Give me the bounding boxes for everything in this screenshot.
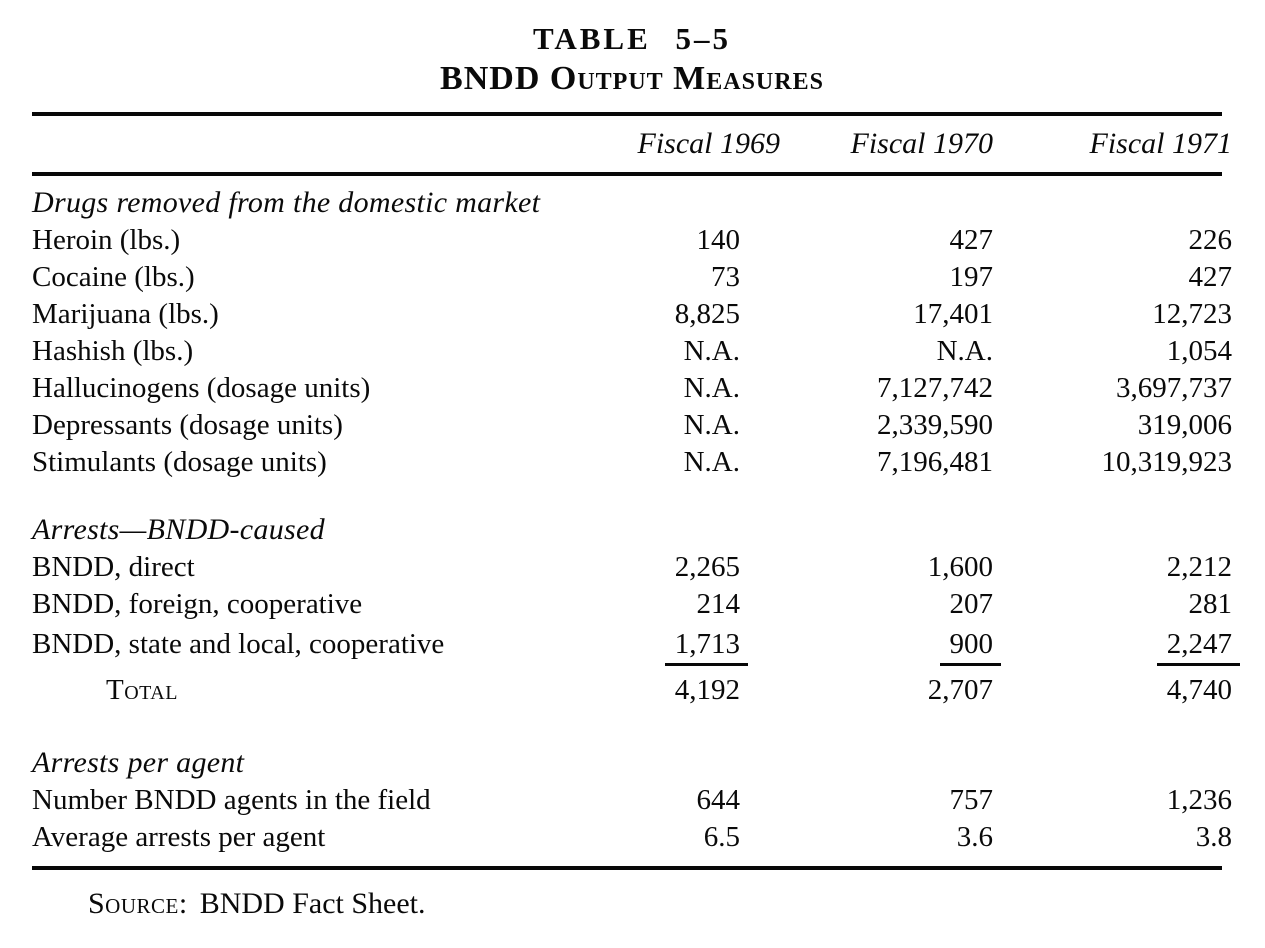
row-label: Stimulants (dosage units) [32,446,327,478]
value-text: N.A. [683,335,740,367]
value-text: 427 [1188,261,1232,293]
row-label: Hashish (lbs.) [32,335,194,367]
cell-value [552,370,740,407]
value-text: 226 [1188,224,1232,256]
column-header-fiscal-1971: Fiscal 1971 [1089,127,1232,160]
cell-value [740,370,993,407]
row-label: Hallucinogens (dosage units) [32,372,371,404]
value-text: 10,319,923 [1101,446,1232,478]
table-section [32,184,1232,481]
section-heading: Drugs removed from the domestic market [32,186,541,219]
row-label: BNDD, direct [32,551,195,583]
column-header-fiscal-1969: Fiscal 1969 [637,127,780,160]
value-text: 900 [940,626,1002,666]
cell-value [552,407,740,444]
cell-value [740,623,993,666]
cell-value [740,296,993,333]
cell-value [740,782,993,819]
value-text: 197 [949,261,993,293]
value-text: 319,006 [1137,409,1232,441]
row-label: BNDD, foreign, cooperative [32,588,363,620]
cell-value [993,444,1232,481]
value-text: 7,196,481 [877,446,993,478]
table-header-row [32,116,1232,172]
cell-value [740,819,993,856]
value-text: 6.5 [703,821,740,853]
cell-value [552,222,740,259]
cell-value [993,549,1232,586]
value-text: 2,707 [927,674,993,706]
bottom-rule [32,866,1222,870]
table-name-title: BNDD Output Measures [440,60,824,97]
section-heading: Arrests—BNDD-caused [32,513,325,546]
value-text: 3.8 [1195,821,1232,853]
table-row [32,259,1232,296]
value-text: 2,265 [674,551,740,583]
value-text: 644 [696,784,740,816]
value-text: 757 [949,784,993,816]
value-text: 281 [1188,588,1232,620]
value-text: 214 [696,588,740,620]
source-note [32,884,1232,924]
value-text: 2,339,590 [877,409,993,441]
cell-value [993,407,1232,444]
value-text: 427 [949,224,993,256]
value-text: 1,236 [1166,784,1232,816]
value-text: 7,127,742 [877,372,993,404]
value-text: 17,401 [913,298,993,330]
cell-value [552,782,740,819]
value-text: 207 [949,588,993,620]
cell-value [552,259,740,296]
cell-value [993,623,1232,666]
row-label: Cocaine (lbs.) [32,261,195,293]
cell-value [552,819,740,856]
cell-value [740,444,993,481]
table-row [32,782,1232,819]
value-text: N.A. [683,372,740,404]
table-sections [32,184,1232,856]
table-row [32,586,1232,623]
cell-value [552,296,740,333]
cell-value [993,333,1232,370]
value-text: 1,054 [1166,335,1232,367]
header-rule [32,172,1222,176]
row-label: Number BNDD agents in the field [32,784,431,816]
table-row [32,444,1232,481]
table-row [32,370,1232,407]
value-text: 140 [696,224,740,256]
table-row-total [32,666,1232,714]
value-text: N.A. [936,335,993,367]
value-text: 3.6 [956,821,993,853]
cell-value [993,222,1232,259]
cell-value [993,296,1232,333]
row-label: Heroin (lbs.) [32,224,181,256]
cell-value [993,666,1232,714]
value-text: 4,740 [1166,674,1232,706]
value-text: 73 [711,261,740,293]
cell-value [740,586,993,623]
table-section [32,744,1232,856]
cell-value [552,586,740,623]
value-text: 8,825 [674,298,740,330]
cell-value [552,549,740,586]
value-text: N.A. [683,409,740,441]
section-heading: Arrests per agent [32,746,245,779]
cell-value [552,666,740,714]
cell-value [740,549,993,586]
table-number-title: TABLE 5–5 [532,21,732,56]
cell-value [552,333,740,370]
value-text: 1,713 [665,626,748,666]
table-row [32,819,1232,856]
cell-value [552,444,740,481]
value-text: 2,212 [1166,551,1232,583]
cell-value [993,259,1232,296]
cell-value [993,370,1232,407]
row-label: Marijuana (lbs.) [32,298,219,330]
cell-value [993,586,1232,623]
value-text: N.A. [683,446,740,478]
table-row [32,549,1232,586]
row-label: Average arrests per agent [32,821,326,853]
table-row [32,222,1232,259]
value-text: 2,247 [1157,626,1240,666]
cell-value [740,333,993,370]
value-text: 4,192 [674,674,740,706]
cell-value [993,819,1232,856]
cell-value [740,407,993,444]
source-label: Source: [88,887,188,920]
column-header-fiscal-1970: Fiscal 1970 [850,127,993,160]
value-text: 12,723 [1152,298,1232,330]
table-row [32,623,1232,666]
value-text: 3,697,737 [1116,372,1232,404]
cell-value [740,222,993,259]
row-label: Total [106,674,178,706]
cell-value [740,259,993,296]
row-label: Depressants (dosage units) [32,409,343,441]
cell-value [552,623,740,666]
table-row [32,296,1232,333]
source-text: BNDD Fact Sheet. [199,887,426,920]
cell-value [740,666,993,714]
table-row [32,333,1232,370]
value-text: 1,600 [927,551,993,583]
cell-value [993,782,1232,819]
table-row [32,407,1232,444]
table-section [32,511,1232,714]
row-label: BNDD, state and local, cooperative [32,628,445,660]
